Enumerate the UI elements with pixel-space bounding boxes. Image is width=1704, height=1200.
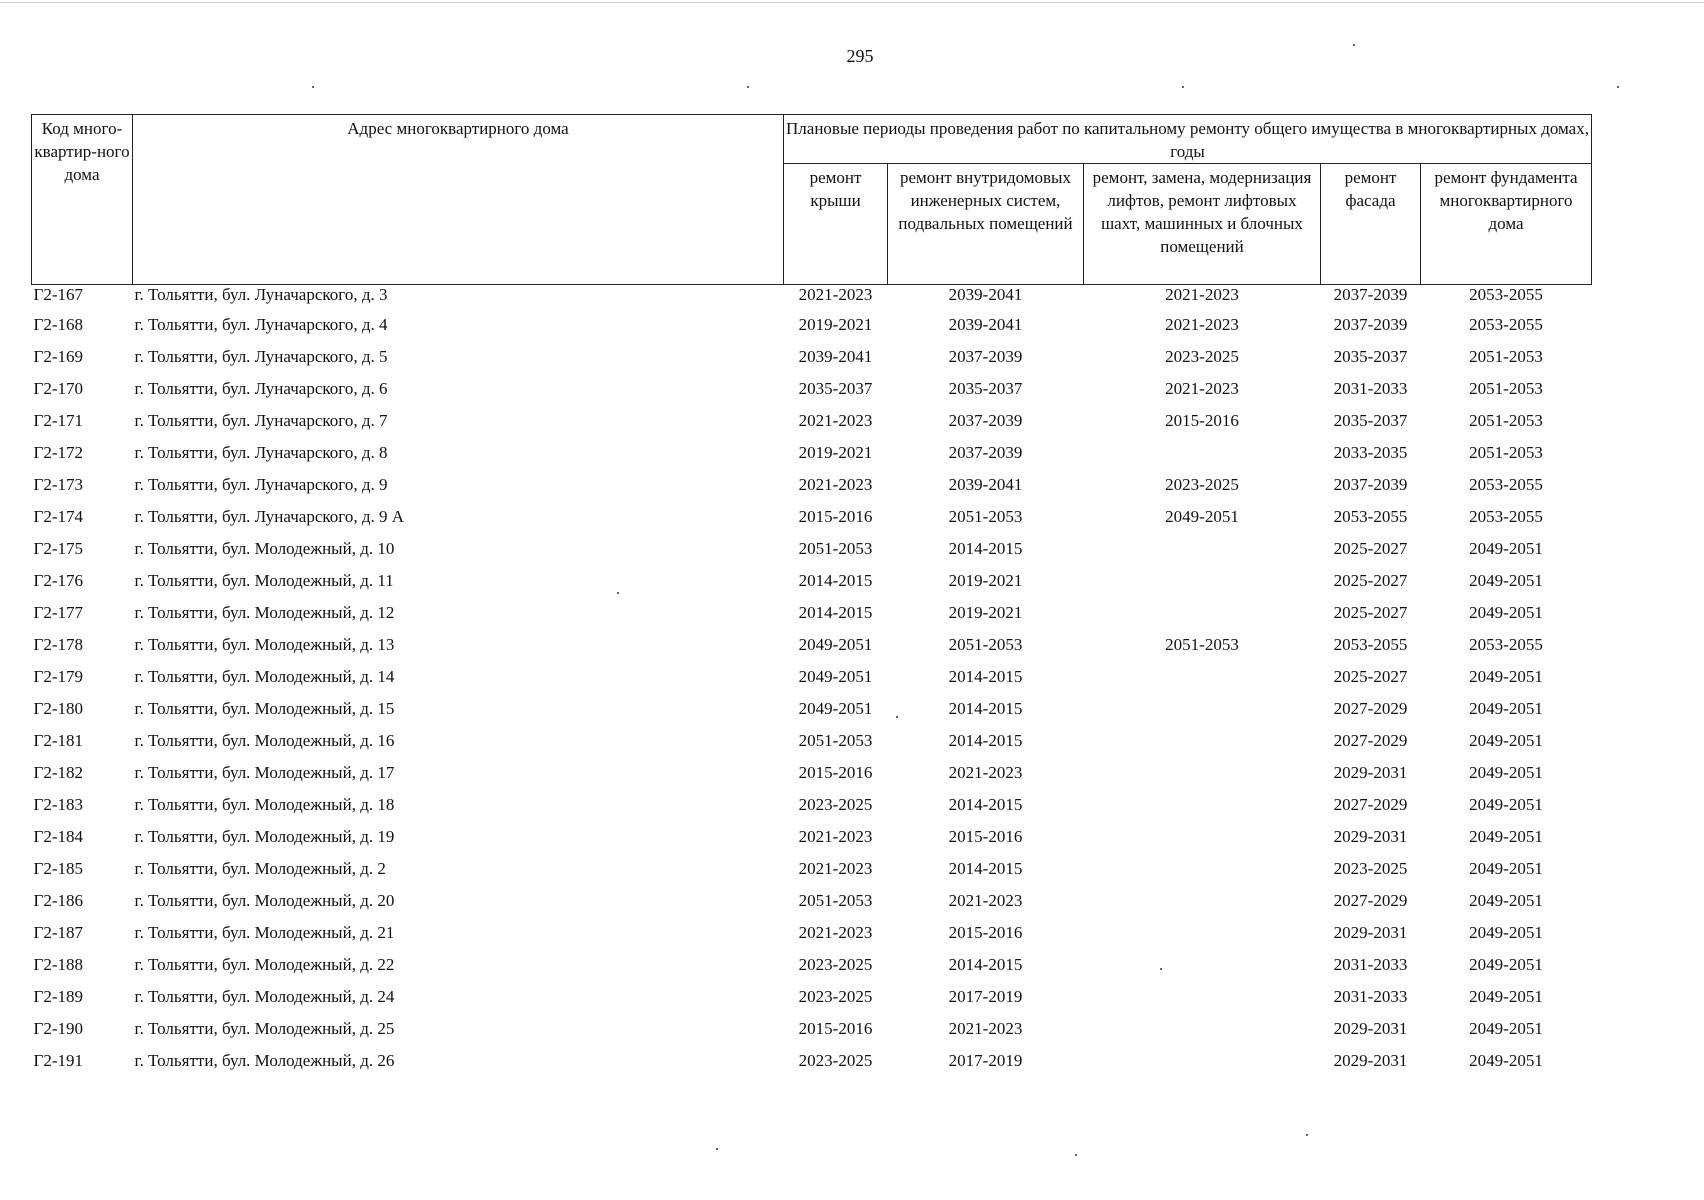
header-address: Адрес многоквартирного дома — [133, 115, 784, 285]
table-row — [32, 725, 1592, 757]
cell-facade: 2027-2029 — [1333, 891, 1408, 910]
cell-foundation: 2049-2051 — [1469, 539, 1543, 558]
cell-facade: 2029-2031 — [1333, 763, 1408, 782]
scan-speck — [1182, 86, 1184, 88]
cell-roof: 2019-2021 — [798, 443, 873, 462]
cell-engineering: 2014-2015 — [948, 731, 1023, 750]
cell-engineering: 2019-2021 — [948, 571, 1023, 590]
cell-roof: 2015-2016 — [798, 507, 873, 526]
table-row — [32, 469, 1592, 501]
scan-speck — [716, 1148, 718, 1150]
table-row — [32, 853, 1592, 885]
cell-roof: 2023-2025 — [798, 987, 873, 1006]
table-row — [32, 885, 1592, 917]
cell-foundation: 2049-2051 — [1469, 891, 1543, 910]
cell-engineering: 2014-2015 — [948, 539, 1023, 558]
cell-code: Г2-186 — [33, 891, 83, 910]
header-row-top — [32, 115, 1592, 164]
cell-roof: 2039-2041 — [798, 347, 873, 366]
cell-code: Г2-189 — [33, 987, 83, 1006]
cell-address: г. Тольятти, бул. Молодежный, д. 14 — [134, 667, 395, 686]
cell-roof: 2049-2051 — [798, 635, 873, 654]
cell-facade: 2029-2031 — [1333, 827, 1408, 846]
cell-foundation: 2049-2051 — [1469, 603, 1543, 622]
cell-code: Г2-177 — [33, 603, 83, 622]
cell-engineering: 2014-2015 — [948, 859, 1023, 878]
cell-address: г. Тольятти, бул. Молодежный, д. 21 — [134, 923, 395, 942]
cell-engineering: 2021-2023 — [948, 763, 1023, 782]
cell-address: г. Тольятти, бул. Молодежный, д. 26 — [134, 1051, 395, 1070]
cell-foundation: 2049-2051 — [1469, 699, 1543, 718]
cell-code: Г2-187 — [33, 923, 83, 942]
cell-facade: 2035-2037 — [1333, 347, 1408, 366]
header-facade: ремонт фасада — [1321, 164, 1421, 285]
cell-facade: 2037-2039 — [1333, 285, 1408, 304]
cell-elevators — [1084, 789, 1321, 821]
table-row — [32, 309, 1592, 341]
table-row — [32, 1013, 1592, 1045]
cell-code: Г2-184 — [33, 827, 83, 846]
table-row — [32, 629, 1592, 661]
cell-elevators: 2051-2053 — [1165, 635, 1239, 654]
cell-elevators — [1084, 853, 1321, 885]
cell-address: г. Тольятти, бул. Молодежный, д. 10 — [134, 539, 395, 558]
cell-engineering: 2039-2041 — [948, 285, 1023, 304]
cell-facade: 2037-2039 — [1333, 475, 1408, 494]
cell-foundation: 2053-2055 — [1469, 285, 1543, 304]
cell-facade: 2029-2031 — [1333, 923, 1408, 942]
cell-facade: 2029-2031 — [1333, 1019, 1408, 1038]
cell-elevators — [1084, 981, 1321, 1013]
cell-roof: 2021-2023 — [798, 285, 873, 304]
cell-facade: 2027-2029 — [1333, 795, 1408, 814]
cell-facade: 2031-2033 — [1333, 379, 1408, 398]
table-row — [32, 949, 1592, 981]
cell-elevators — [1084, 949, 1321, 981]
cell-facade: 2027-2029 — [1333, 731, 1408, 750]
cell-address: г. Тольятти, бул. Молодежный, д. 22 — [134, 955, 395, 974]
cell-roof: 2023-2025 — [798, 795, 873, 814]
cell-address: г. Тольятти, бул. Молодежный, д. 19 — [134, 827, 395, 846]
cell-code: Г2-191 — [33, 1051, 83, 1070]
cell-foundation: 2049-2051 — [1469, 987, 1543, 1006]
cell-elevators: 2015-2016 — [1165, 411, 1239, 430]
cell-code: Г2-182 — [33, 763, 83, 782]
cell-address: г. Тольятти, бул. Луначарского, д. 8 — [134, 443, 388, 462]
cell-facade: 2031-2033 — [1333, 987, 1408, 1006]
cell-code: Г2-180 — [33, 699, 83, 718]
cell-elevators — [1084, 821, 1321, 853]
table-row — [32, 285, 1592, 310]
cell-address: г. Тольятти, бул. Молодежный, д. 25 — [134, 1019, 395, 1038]
cell-foundation: 2049-2051 — [1469, 923, 1543, 942]
scan-speck — [1160, 968, 1162, 970]
cell-engineering: 2017-2019 — [948, 987, 1023, 1006]
cell-elevators — [1084, 725, 1321, 757]
cell-address: г. Тольятти, бул. Молодежный, д. 20 — [134, 891, 395, 910]
cell-elevators — [1084, 885, 1321, 917]
header-roof: ремонт крыши — [784, 164, 888, 285]
cell-elevators: 2023-2025 — [1165, 475, 1239, 494]
cell-address: г. Тольятти, бул. Молодежный, д. 13 — [134, 635, 395, 654]
page-number: 295 — [846, 46, 874, 66]
scan-speck — [747, 86, 749, 88]
cell-roof: 2049-2051 — [798, 699, 873, 718]
cell-roof: 2015-2016 — [798, 763, 873, 782]
cell-roof: 2021-2023 — [798, 827, 873, 846]
cell-address: г. Тольятти, бул. Луначарского, д. 4 — [134, 315, 388, 334]
cell-code: Г2-170 — [33, 379, 83, 398]
cell-foundation: 2049-2051 — [1469, 795, 1543, 814]
table-row — [32, 757, 1592, 789]
cell-foundation: 2049-2051 — [1469, 763, 1543, 782]
cell-code: Г2-167 — [33, 285, 83, 304]
cell-facade: 2025-2027 — [1333, 667, 1408, 686]
cell-address: г. Тольятти, бул. Молодежный, д. 18 — [134, 795, 395, 814]
cell-facade: 2025-2027 — [1333, 603, 1408, 622]
cell-roof: 2023-2025 — [798, 955, 873, 974]
cell-code: Г2-168 — [33, 315, 83, 334]
cell-engineering: 2017-2019 — [948, 1051, 1023, 1070]
cell-code: Г2-181 — [33, 731, 83, 750]
cell-foundation: 2049-2051 — [1469, 859, 1543, 878]
cell-roof: 2049-2051 — [798, 667, 873, 686]
table-row — [32, 1045, 1592, 1077]
cell-roof: 2021-2023 — [798, 411, 873, 430]
cell-engineering: 2015-2016 — [948, 923, 1023, 942]
scan-edge-line — [0, 2, 1704, 3]
cell-code: Г2-175 — [33, 539, 83, 558]
table-row — [32, 437, 1592, 469]
cell-elevators — [1084, 1045, 1321, 1077]
cell-elevators: 2021-2023 — [1165, 285, 1239, 304]
cell-foundation: 2049-2051 — [1469, 1051, 1543, 1070]
table-row — [32, 501, 1592, 533]
cell-elevators — [1084, 437, 1321, 469]
cell-facade: 2031-2033 — [1333, 955, 1408, 974]
cell-code: Г2-183 — [33, 795, 83, 814]
table-row — [32, 917, 1592, 949]
cell-facade: 2023-2025 — [1333, 859, 1408, 878]
cell-facade: 2025-2027 — [1333, 539, 1408, 558]
cell-foundation: 2051-2053 — [1469, 443, 1543, 462]
cell-address: г. Тольятти, бул. Луначарского, д. 9 — [134, 475, 388, 494]
header-elevators: ремонт, замена, модернизация лифтов, ремонт лифтовых шахт, машинных и блочных помещений — [1084, 164, 1321, 285]
cell-foundation: 2049-2051 — [1469, 827, 1543, 846]
cell-engineering: 2039-2041 — [948, 315, 1023, 334]
scan-speck — [617, 592, 619, 594]
cell-roof: 2021-2023 — [798, 475, 873, 494]
cell-roof: 2019-2021 — [798, 315, 873, 334]
cell-address: г. Тольятти, бул. Молодежный, д. 24 — [134, 987, 395, 1006]
cell-roof: 2051-2053 — [798, 891, 873, 910]
cell-address: г. Тольятти, бул. Молодежный, д. 15 — [134, 699, 395, 718]
table-row — [32, 661, 1592, 693]
cell-elevators — [1084, 597, 1321, 629]
cell-engineering: 2037-2039 — [948, 347, 1023, 366]
cell-foundation: 2053-2055 — [1469, 475, 1543, 494]
table-row — [32, 341, 1592, 373]
cell-foundation: 2049-2051 — [1469, 571, 1543, 590]
cell-roof: 2015-2016 — [798, 1019, 873, 1038]
cell-address: г. Тольятти, бул. Молодежный, д. 17 — [134, 763, 395, 782]
cell-code: Г2-173 — [33, 475, 83, 494]
header-code: Код много-квартир-ного дома — [32, 115, 133, 285]
cell-elevators — [1084, 1013, 1321, 1045]
cell-roof: 2021-2023 — [798, 923, 873, 942]
table-row — [32, 789, 1592, 821]
scan-speck — [896, 716, 898, 718]
cell-foundation: 2049-2051 — [1469, 667, 1543, 686]
scan-speck — [1306, 1134, 1308, 1136]
cell-address: г. Тольятти, бул. Молодежный, д. 12 — [134, 603, 395, 622]
cell-roof: 2023-2025 — [798, 1051, 873, 1070]
cell-foundation: 2051-2053 — [1469, 347, 1543, 366]
table-row — [32, 405, 1592, 437]
table-row — [32, 597, 1592, 629]
cell-engineering: 2014-2015 — [948, 955, 1023, 974]
cell-roof: 2014-2015 — [798, 571, 873, 590]
cell-foundation: 2049-2051 — [1469, 1019, 1543, 1038]
scan-speck — [1075, 1154, 1077, 1156]
table-row — [32, 693, 1592, 725]
cell-roof: 2051-2053 — [798, 539, 873, 558]
cell-facade: 2025-2027 — [1333, 571, 1408, 590]
scan-speck — [312, 86, 314, 88]
table-row — [32, 981, 1592, 1013]
cell-engineering: 2015-2016 — [948, 827, 1023, 846]
cell-engineering: 2014-2015 — [948, 667, 1023, 686]
cell-address: г. Тольятти, бул. Луначарского, д. 5 — [134, 347, 388, 366]
cell-roof: 2035-2037 — [798, 379, 873, 398]
table-row — [32, 533, 1592, 565]
cell-facade: 2035-2037 — [1333, 411, 1408, 430]
cell-code: Г2-179 — [33, 667, 83, 686]
cell-engineering: 2037-2039 — [948, 411, 1023, 430]
cell-foundation: 2053-2055 — [1469, 315, 1543, 334]
cell-engineering: 2051-2053 — [948, 635, 1023, 654]
cell-facade: 2033-2035 — [1333, 443, 1408, 462]
table-row — [32, 821, 1592, 853]
cell-code: Г2-190 — [33, 1019, 83, 1038]
cell-elevators — [1084, 757, 1321, 789]
cell-code: Г2-176 — [33, 571, 83, 590]
scan-speck — [1617, 86, 1619, 88]
cell-engineering: 2014-2015 — [948, 795, 1023, 814]
cell-foundation: 2049-2051 — [1469, 955, 1543, 974]
cell-facade: 2027-2029 — [1333, 699, 1408, 718]
cell-facade: 2053-2055 — [1333, 507, 1408, 526]
table-row — [32, 373, 1592, 405]
cell-facade: 2053-2055 — [1333, 635, 1408, 654]
cell-elevators — [1084, 693, 1321, 725]
cell-engineering: 2035-2037 — [948, 379, 1023, 398]
cell-engineering: 2021-2023 — [948, 1019, 1023, 1038]
cell-roof: 2051-2053 — [798, 731, 873, 750]
cell-code: Г2-169 — [33, 347, 83, 366]
cell-elevators: 2023-2025 — [1165, 347, 1239, 366]
cell-foundation: 2053-2055 — [1469, 635, 1543, 654]
cell-engineering: 2019-2021 — [948, 603, 1023, 622]
header-engineering: ремонт внутридомовых инженерных систем, подвальных помещений — [888, 164, 1084, 285]
cell-elevators — [1084, 917, 1321, 949]
capital-repair-schedule-table — [31, 114, 1592, 1077]
cell-foundation: 2051-2053 — [1469, 411, 1543, 430]
cell-engineering: 2039-2041 — [948, 475, 1023, 494]
cell-facade: 2037-2039 — [1333, 315, 1408, 334]
cell-engineering: 2037-2039 — [948, 443, 1023, 462]
cell-code: Г2-188 — [33, 955, 83, 974]
cell-facade: 2029-2031 — [1333, 1051, 1408, 1070]
cell-foundation: 2049-2051 — [1469, 731, 1543, 750]
header-foundation: ремонт фундамента многоквартирного дома — [1421, 164, 1592, 285]
cell-address: г. Тольятти, бул. Луначарского, д. 3 — [134, 285, 388, 304]
cell-elevators: 2021-2023 — [1165, 379, 1239, 398]
cell-engineering: 2014-2015 — [948, 699, 1023, 718]
cell-code: Г2-174 — [33, 507, 83, 526]
cell-elevators: 2021-2023 — [1165, 315, 1239, 334]
cell-roof: 2014-2015 — [798, 603, 873, 622]
cell-foundation: 2053-2055 — [1469, 507, 1543, 526]
cell-elevators — [1084, 661, 1321, 693]
cell-code: Г2-185 — [33, 859, 83, 878]
cell-address: г. Тольятти, бул. Молодежный, д. 11 — [134, 571, 394, 590]
cell-elevators — [1084, 565, 1321, 597]
cell-address: г. Тольятти, бул. Молодежный, д. 2 — [134, 859, 386, 878]
cell-code: Г2-172 — [33, 443, 83, 462]
cell-foundation: 2051-2053 — [1469, 379, 1543, 398]
header-periods-group: Плановые периоды проведения работ по капитальному ремонту общего имущества в многоквартирных домах, годы — [784, 115, 1592, 164]
cell-code: Г2-171 — [33, 411, 83, 430]
cell-address: г. Тольятти, бул. Луначарского, д. 7 — [134, 411, 388, 430]
scan-speck — [1353, 44, 1355, 46]
table-header — [32, 115, 1592, 285]
cell-roof: 2021-2023 — [798, 859, 873, 878]
cell-code: Г2-178 — [33, 635, 83, 654]
cell-address: г. Тольятти, бул. Молодежный, д. 16 — [134, 731, 395, 750]
cell-engineering: 2051-2053 — [948, 507, 1023, 526]
cell-address: г. Тольятти, бул. Луначарского, д. 9 А — [134, 507, 405, 526]
table-body — [32, 285, 1592, 1078]
cell-elevators: 2049-2051 — [1165, 507, 1239, 526]
table-row — [32, 565, 1592, 597]
cell-elevators — [1084, 533, 1321, 565]
cell-address: г. Тольятти, бул. Луначарского, д. 6 — [134, 379, 388, 398]
cell-engineering: 2021-2023 — [948, 891, 1023, 910]
